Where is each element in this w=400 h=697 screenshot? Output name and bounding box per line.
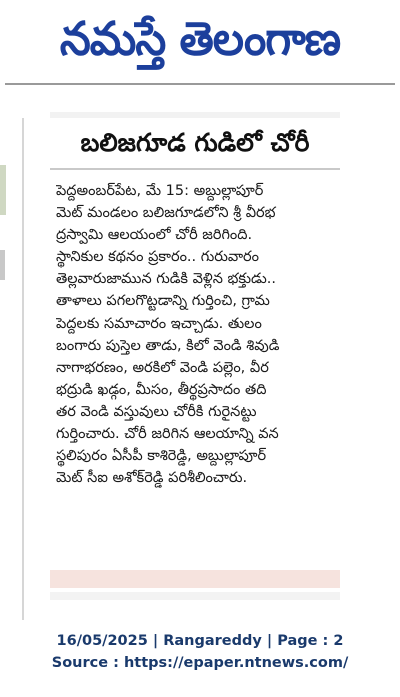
masthead-divider <box>5 83 395 85</box>
body-line: స్థానికుల కథనం ప్రకారం.. గురువారం <box>56 249 259 266</box>
body-line: గుర్తించారు. చోరీ జరిగిన ఆలయాన్ని వన <box>56 426 279 443</box>
body-line: తర వెండి వస్తువులు చోరీకి గురైనట్టు <box>56 403 257 420</box>
body-line: పెద్దఅంబర్‌పేట, మే 15: అబ్దుల్లాపూర్ <box>56 183 264 199</box>
body-line: మెట్ మండలం బలిజగూడలోని శ్రీ వీరభ <box>56 205 276 222</box>
article-body <box>56 180 338 489</box>
body-line: ద్రస్వామి ఆలయంలో చోరీ జరిగింది. <box>56 227 253 244</box>
date-edition-page: 16/05/2025 | Rangareddy | Page : 2 <box>56 633 344 649</box>
source-footer <box>0 630 400 674</box>
clipping-bottom-edge <box>50 592 340 600</box>
column-divider <box>22 118 24 620</box>
adjacent-clipping-edge-lower <box>0 250 5 280</box>
body-line: నాగాభరణం, అరకిలో వెండి పల్లెం, వీర <box>56 359 269 376</box>
body-line: స్థలిపురం ఏసీపీ కాశిరెడ్డి, అబ్దుల్లాపూర్ <box>56 448 267 465</box>
body-line: బంగారు పుస్తెల తాడు, కిలో వెండి శివుడి <box>56 337 280 354</box>
body-line: పెద్దలకు సమాచారం ఇచ్చాడు. తులం <box>56 315 262 332</box>
news-clipping <box>50 118 340 588</box>
masthead <box>0 0 400 80</box>
body-line: తెల్లవారుజామున గుడికి వెళ్లిన భక్తుడు.. <box>56 271 276 288</box>
newspaper-title: నమస్తే తెలంగాణ <box>59 12 341 67</box>
article-headline: బలిజగూడ గుడిలో చోరీ <box>80 128 310 157</box>
body-line: తాళాలు పగలగొట్టడాన్ని గుర్తించి, గ్రామ <box>56 293 270 310</box>
adjacent-ad-strip <box>50 570 340 588</box>
source-url: Source : https://epaper.ntnews.com/ <box>51 655 349 671</box>
headline-box <box>50 124 340 170</box>
body-line: భద్రుడి ఖడ్గం, మీసం, తీర్థప్రసాదం తది <box>56 381 267 398</box>
adjacent-clipping-edge <box>0 165 6 215</box>
body-line: మెట్ సీఐ అశోక్‌రెడ్డి పరిశీలించారు. <box>56 470 248 487</box>
